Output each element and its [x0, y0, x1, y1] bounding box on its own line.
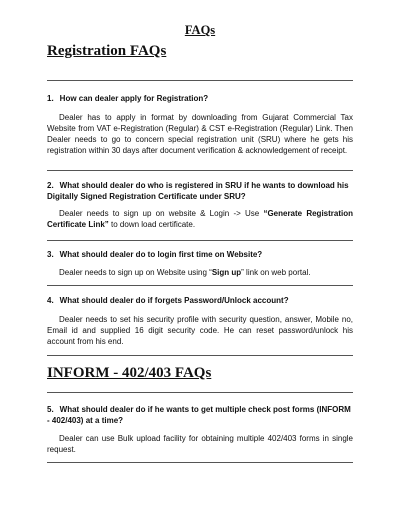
question-number: 4.	[47, 296, 54, 305]
answer-text: Dealer needs to sign up on Website using “	[59, 268, 212, 277]
answer-2	[47, 208, 353, 230]
answer-text: ” link on web portal.	[241, 268, 311, 277]
divider	[47, 80, 353, 81]
answer-emphasis: Sign up	[211, 268, 242, 277]
answer-3	[47, 267, 353, 278]
answer-4	[47, 314, 353, 347]
question-text: How can dealer apply for Registration?	[59, 94, 209, 103]
question-4	[47, 295, 353, 306]
section-title-registration: Registration FAQs	[47, 43, 167, 59]
question-1	[47, 93, 353, 104]
answer-1	[47, 112, 353, 156]
question-number: 1.	[47, 94, 54, 103]
answer-5	[47, 433, 353, 455]
divider	[47, 240, 353, 241]
question-text: What should dealer do who is registered in SRU if he wants to download his Digitally Signed Registration Certificate under SRU?	[47, 181, 349, 201]
page-title: FAQs	[184, 23, 216, 37]
answer-text: Dealer has to apply in format by downloading from Gujarat Commercial Tax Website from VAT e-Registration (Regular) & CST e-Registration (Regular) Link. Then Dealer needs to go to concern special registration unit (SRU) where he gets his registration within 30 days after document verification & acknowledgement of receipt.	[47, 113, 353, 155]
question-text: What should dealer do if forgets Password/Unlock account?	[59, 296, 289, 305]
section-title-inform: INFORM - 402/403 FAQs	[47, 365, 212, 381]
question-3	[47, 249, 353, 260]
divider	[47, 170, 353, 171]
question-2	[47, 180, 353, 202]
answer-text: Dealer needs to set his security profile with security question, answer, Mobile no, Email id and supplied 16 digit security code. He can reset password/unlock his account from his end.	[47, 315, 353, 346]
question-number: 5.	[47, 405, 54, 414]
question-text: What should dealer do to login first time on Website?	[59, 250, 263, 259]
divider	[47, 462, 353, 463]
question-text: What should dealer do if he wants to get multiple check post forms (INFORM - 402/403) at a time?	[47, 405, 351, 425]
answer-text: Dealer needs to sign up on website & Login -> Use	[59, 209, 264, 218]
divider	[47, 392, 353, 393]
question-5	[47, 404, 353, 426]
divider	[47, 285, 353, 286]
divider	[47, 355, 353, 356]
question-number: 2.	[47, 181, 54, 190]
answer-text: to down load certificate.	[108, 220, 196, 229]
answer-text: Dealer can use Bulk upload facility for obtaining multiple 402/403 forms in single request.	[47, 434, 353, 454]
question-number: 3.	[47, 250, 54, 259]
answer-emphasis: “Generate Registration Certificate Link”	[47, 209, 354, 229]
